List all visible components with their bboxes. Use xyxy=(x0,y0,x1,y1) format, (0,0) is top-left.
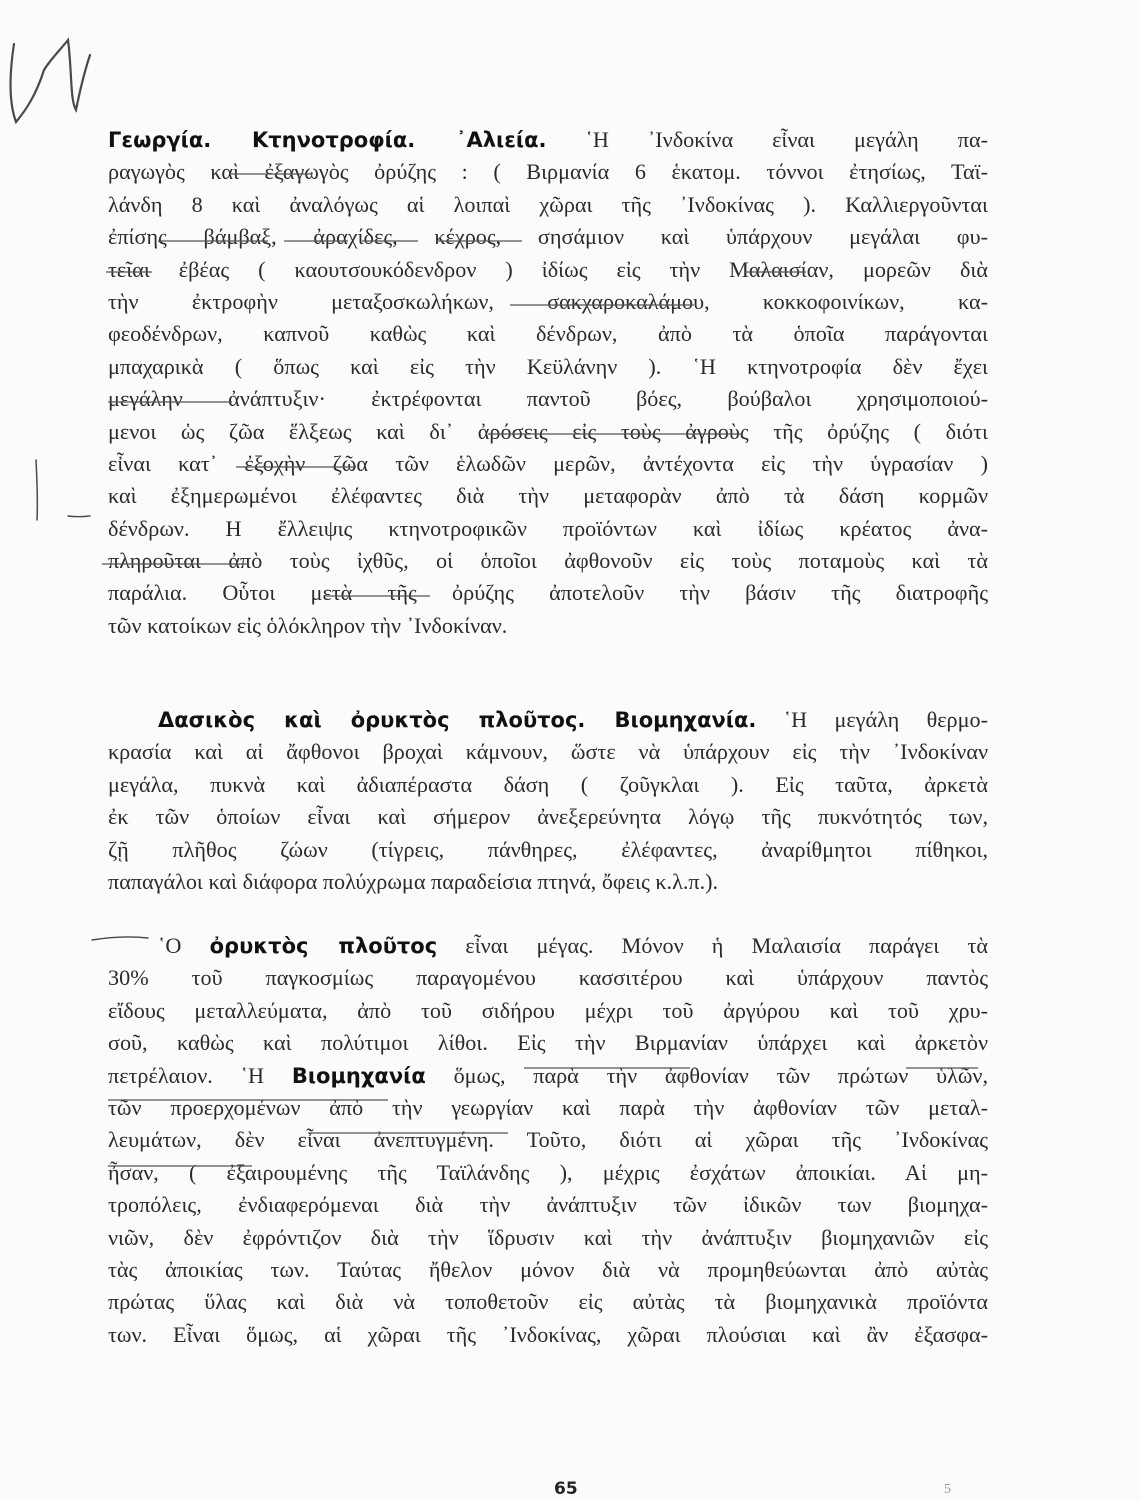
text-line: ἦσαν, ( ἐξαιρουμένης τῆς Ταϊλάνδης ), μέχρις ἐσχάτων ἀποικίαι. Αἱ μη- xyxy=(108,1159,988,1185)
inline-heading: Βιομηχανία xyxy=(291,1063,426,1088)
text-line: καὶ ἐξημερωμένοι ἐλέφαντες διὰ τὴν μεταφορὰν ἀπὸ τὰ δάση κορμῶν xyxy=(108,483,988,509)
margin-bracket-mark xyxy=(36,460,37,520)
paragraph-forest-wealth xyxy=(108,704,988,898)
text-line: πρώτας ὕλας καὶ διὰ νὰ τοποθετοῦν εἰς αὐτὰς τὰ βιομηχανικὰ προϊόντα xyxy=(108,1289,988,1315)
text-line: ραγωγὸς καὶ ἐξαγωγὸς ὀρύζης : ( Βιρμανία 6 ἑκατομ. τόννοι ἐτησίως, Ταϊ- xyxy=(108,159,988,185)
text-line: εἴδους μεταλλεύματα, ἀπὸ τοῦ σιδήρου μέχρι τοῦ ἀργύρου καὶ τοῦ χρυ- xyxy=(108,997,988,1023)
text-line: Δασικὸς καὶ ὀρυκτὸς πλοῦτος. Βιομηχανία. ῾Η μεγάλη θερμο- xyxy=(158,707,988,732)
text-line: μεγάλην ἀνάπτυξιν· ἐκτρέφονται παντοῦ βόες, βούβαλοι χρησιμοποιού- xyxy=(108,386,988,412)
text-line: τὰς ἀποικίας των. Ταύτας ἤθελον μόνον διὰ νὰ προμηθεύωνται ἀπὸ αὐτὰς xyxy=(108,1256,988,1282)
text-line: πληροῦται ἀπὸ τοὺς ἰχθῦς, οἱ ὁποῖοι ἀφθονοῦν εἰς τοὺς ποταμοὺς καὶ τὰ xyxy=(108,548,988,574)
margin-dash-mark xyxy=(68,516,90,517)
paragraph-agriculture xyxy=(108,124,988,642)
text-line: φεοδένδρων, καπνοῦ καθὼς καὶ δένδρων, ἀπὸ τὰ ὁποῖα παράγονται xyxy=(108,321,988,347)
text-line: τροπόλεις, ἐνδιαφερόμεναι διὰ τὴν ἀνάπτυξιν τῶν ἰδικῶν των βιομηχα- xyxy=(108,1192,988,1218)
text-line: τῶν κατοίκων εἰς ὁλόκληρον τὴν ᾿Ινδοκίναν. xyxy=(108,612,508,638)
text-line: παράλια. Οὗτοι μετὰ τῆς ὀρύζης ἀποτελοῦν τὴν βάσιν τῆς διατροφῆς xyxy=(108,580,988,606)
text-line: μενοι ὡς ζῶα ἕλξεως καὶ δι᾿ ἀρόσεις εἰς τοὺς ἀγροὺς τῆς ὀρύζης ( διότι xyxy=(108,418,988,444)
text-line: των. Εἶναι ὅμως, αἱ χῶραι τῆς ᾿Ινδοκίνας, χῶραι πλούσιαι καὶ ἂν ἐξασφα- xyxy=(108,1321,988,1347)
text-line: ῾Ο ὀρυκτὸς πλοῦτος εἶναι μέγας. Μόνον ἡ Μαλαισία παράγει τὰ xyxy=(158,933,988,958)
text-line: μπαχαρικὰ ( ὅπως καὶ εἰς τὴν Κεϋλάνην ). ῾Η κτηνοτροφία δὲν ἔχει xyxy=(108,353,988,379)
text-line: Γεωργία. Κτηνοτροφία. ᾿Αλιεία. ῾Η ᾿Ινδοκίνα εἶναι μεγάλη πα- xyxy=(108,127,988,152)
section-heading: Δασικὸς καὶ ὀρυκτὸς πλοῦτος. Βιομηχανία. xyxy=(158,708,757,732)
text-line: εἶναι κατ᾿ ἐξοχὴν ζῶα τῶν ἑλωδῶν μερῶν, ἀντέχοντα εἰς τὴν ὑγρασίαν ) xyxy=(108,450,988,476)
text-line: 30% τοῦ παγκοσμίως παραγομένου κασσιτέρου καὶ ὑπάρχουν παντὸς xyxy=(108,965,988,991)
text-line: δένδρων. Η ἔλλειψις κτηνοτροφικῶν προϊόντων καὶ ἰδίως κρέατος ἀνα- xyxy=(108,515,988,541)
text-line: πετρέλαιον. ῾Η Βιομηχανία ὅμως, παρὰ τὴν ἀφθονίαν τῶν πρώτων ὑλῶν, xyxy=(108,1062,989,1088)
corner-mark: 5 xyxy=(944,1482,951,1497)
paragraph-mineral-wealth xyxy=(108,930,988,1351)
text-line: ἐπίσης βάμβαξ, ἀραχίδες, κέχρος, σησάμιον καὶ ὑπάρχουν μεγάλαι φυ- xyxy=(108,224,988,250)
section-heading: Γεωργία. Κτηνοτροφία. ᾿Αλιεία. xyxy=(108,128,547,152)
text-line: λάνδη 8 καὶ ἀναλόγως αἱ λοιπαὶ χῶραι τῆς ᾿Ινδοκίνας ). Καλλιεργοῦνται xyxy=(108,191,988,217)
text-line: τὴν ἐκτροφὴν μεταξοσκωλήκων, σακχαροκαλάμου, κοκκοφοινίκων, κα- xyxy=(108,288,988,314)
text-line: σοῦ, καθὼς καὶ πολύτιμοι λίθοι. Εἰς τὴν Βιρμανίαν ὑπάρχει καὶ ἀρκετὸν xyxy=(108,1030,988,1056)
text-line: λευμάτων, δὲν εἶναι ἀνεπτυγμένη. Τοῦτο, διότι αἱ χῶραι τῆς ᾿Ινδοκίνας xyxy=(108,1127,988,1153)
text-line: μεγάλα, πυκνὰ καὶ ἀδιαπέραστα δάση ( ζοῦγκλαι ). Εἰς ταῦτα, ἀρκετὰ xyxy=(108,771,988,797)
text-line: κρασία καὶ αἱ ἄφθονοι βροχαὶ κάμνουν, ὥστε νὰ ὑπάρχουν εἰς τὴν ᾿Ινδοκίναν xyxy=(108,739,988,765)
pencil-scribble-top-left xyxy=(11,40,91,122)
text-line: ζῇ πλῆθος ζώων (τίγρεις, πάνθηρες, ἐλέφαντες, ἀναρίθμητοι πίθηκοι, xyxy=(108,836,988,862)
text-line: τεῖαι ἐβέας ( καουτσουκόδενδρον ) ἰδίως εἰς τὴν Μαλαισίαν, μορεῶν διὰ xyxy=(108,256,988,282)
page-number: 65 xyxy=(554,1479,578,1499)
text-line: ἐκ τῶν ὁποίων εἶναι καὶ σήμερον ἀνεξερεύνητα λόγῳ τῆς πυκνότητός των, xyxy=(108,804,988,830)
text-line: παπαγάλοι καὶ διάφορα πολύχρωμα παραδείσια πτηνά, ὄφεις κ.λ.π.). xyxy=(108,868,719,894)
text-line: νιῶν, δὲν ἐφρόντιζον διὰ τὴν ἵδρυσιν καὶ τὴν ἀνάπτυξιν βιομηχανιῶν εἰς xyxy=(108,1224,988,1250)
text-line: τῶν προερχομένων ἀπὸ τὴν γεωργίαν καὶ παρὰ τὴν ἀφθονίαν τῶν μεταλ- xyxy=(108,1094,988,1120)
section-heading: ὀρυκτὸς πλοῦτος xyxy=(209,934,438,958)
